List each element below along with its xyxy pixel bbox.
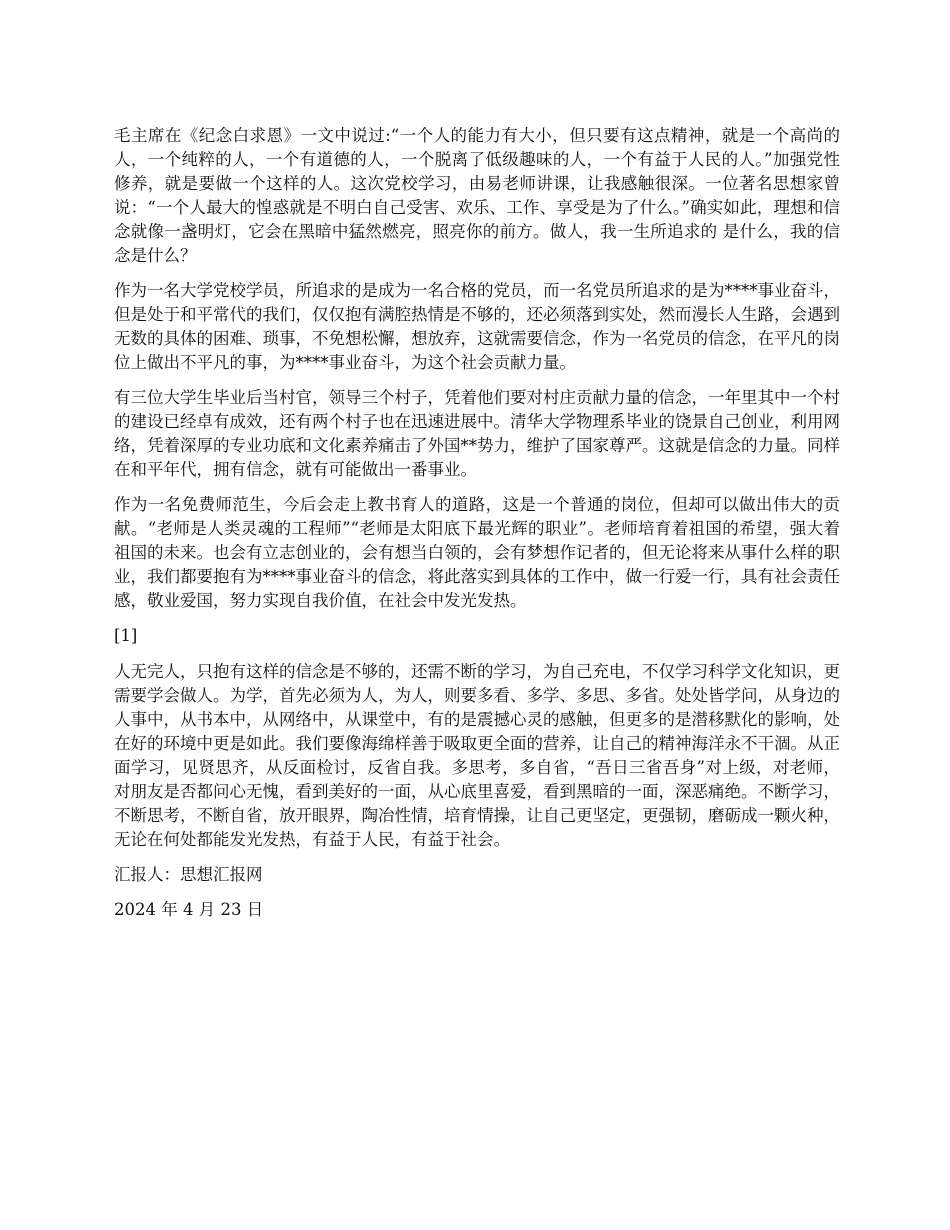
paragraph-intro: 毛主席在《纪念白求恩》一文中说过:“一个人的能力有大小，但只要有这点精神，就是一个高尚的人，一个纯粹的人，一个有道德的人，一个脱离了低级趣味的人，一个有益于人民的人。”加强党性修养，就是要做一个这样的人。这次党校学习，由易老师讲课，让我感触很深。一位著名思想家曾说：“一个人最大的惶惑就是不明白自己受害、欢乐、工作、享受是为了什么。”确实如此，理想和信念就像一盏明灯，它会在黑暗中猛然燃亮，照亮你的前方。做人，我一生所追求的 是什么，我的信念是什么？: [114, 126, 840, 265]
paragraph-village-officials: 有三位大学生毕业后当村官，领导三个村子，凭着他们要对村庄贡献力量的信念，一年里其中一个村的建设已经卓有成效，还有两个村子也在迅速进展中。清华大学物理系毕业的饶景自己创业，利用网络，凭着深厚的专业功底和文化素养痛击了外国**势力，维护了国家尊严。这就是信念的力量。同样在和平年代，拥有信念，就有可能做出一番事业。: [114, 388, 840, 479]
paragraph-teacher-student: 作为一名免费师范生，今后会走上教书育人的道路，这是一个普通的岗位，但却可以做出伟大的贡献。“老师是人类灵魂的工程师”“老师是太阳底下最光辉的职业”。老师培育着祖国的希望，强大着祖国的未来。也会有立志创业的，会有想当白领的，会有梦想作记者的，但无论将来从事什么样的职业，我们都要抱有为****事业奋斗的信念，将此落实到具体的工作中，做一行爱一行，具有社会责任感，敬业爱国，努力实现自我价值，在社会中发光发热。: [114, 495, 840, 610]
paragraph-party-student: 作为一名大学党校学员，所追求的是成为一名合格的党员，而一名党员所追求的是为****事业奋斗，但是处于和平常代的我们，仅仅抱有满腔热情是不够的，还必须落到实处，然而漫长人生路，会遇到无数的具体的困难、琐事，不免想松懈，想放弃，这就需要信念，作为一名党员的信念，在平凡的岗位上做出不平凡的事，为****事业奋斗，为这个社会贡献力量。: [114, 281, 840, 372]
reporter-signature: 汇报人：思想汇报网: [114, 865, 263, 884]
report-date: 2024 年 4 月 23 日: [114, 900, 264, 919]
paragraph-learning: 人无完人，只抱有这样的信念是不够的，还需不断的学习，为自己充电，不仅学习科学文化知识，更需要学会做人。为学，首先必须为人，为人，则要多看、多学、多思、多省。处处皆学问，从身边的人事中，从书本中，从网络中，从课堂中，有的是震撼心灵的感触，但更多的是潜移默化的影响，处在好的环境中更是如此。我们要像海绵样善于吸取更全面的营养，让自己的精神海洋永不干涸。从正面学习，见贤思齐，从反面检讨，反省自我。多思考，多自省，“吾日三省吾身”对上级，对老师，对朋友是否都问心无愧，看到美好的一面，从心底里喜爱，看到黑暗的一面，深恶痛绝。不断学习，不断思考，不断自省，放开眼界，陶冶性情，培育情操，让自己更坚定，更强韧，磨砺成一颗火种，无论在何处都能发光发热，有益于人民，有益于社会。: [114, 662, 840, 849]
footnote-reference: [1]: [114, 626, 138, 645]
